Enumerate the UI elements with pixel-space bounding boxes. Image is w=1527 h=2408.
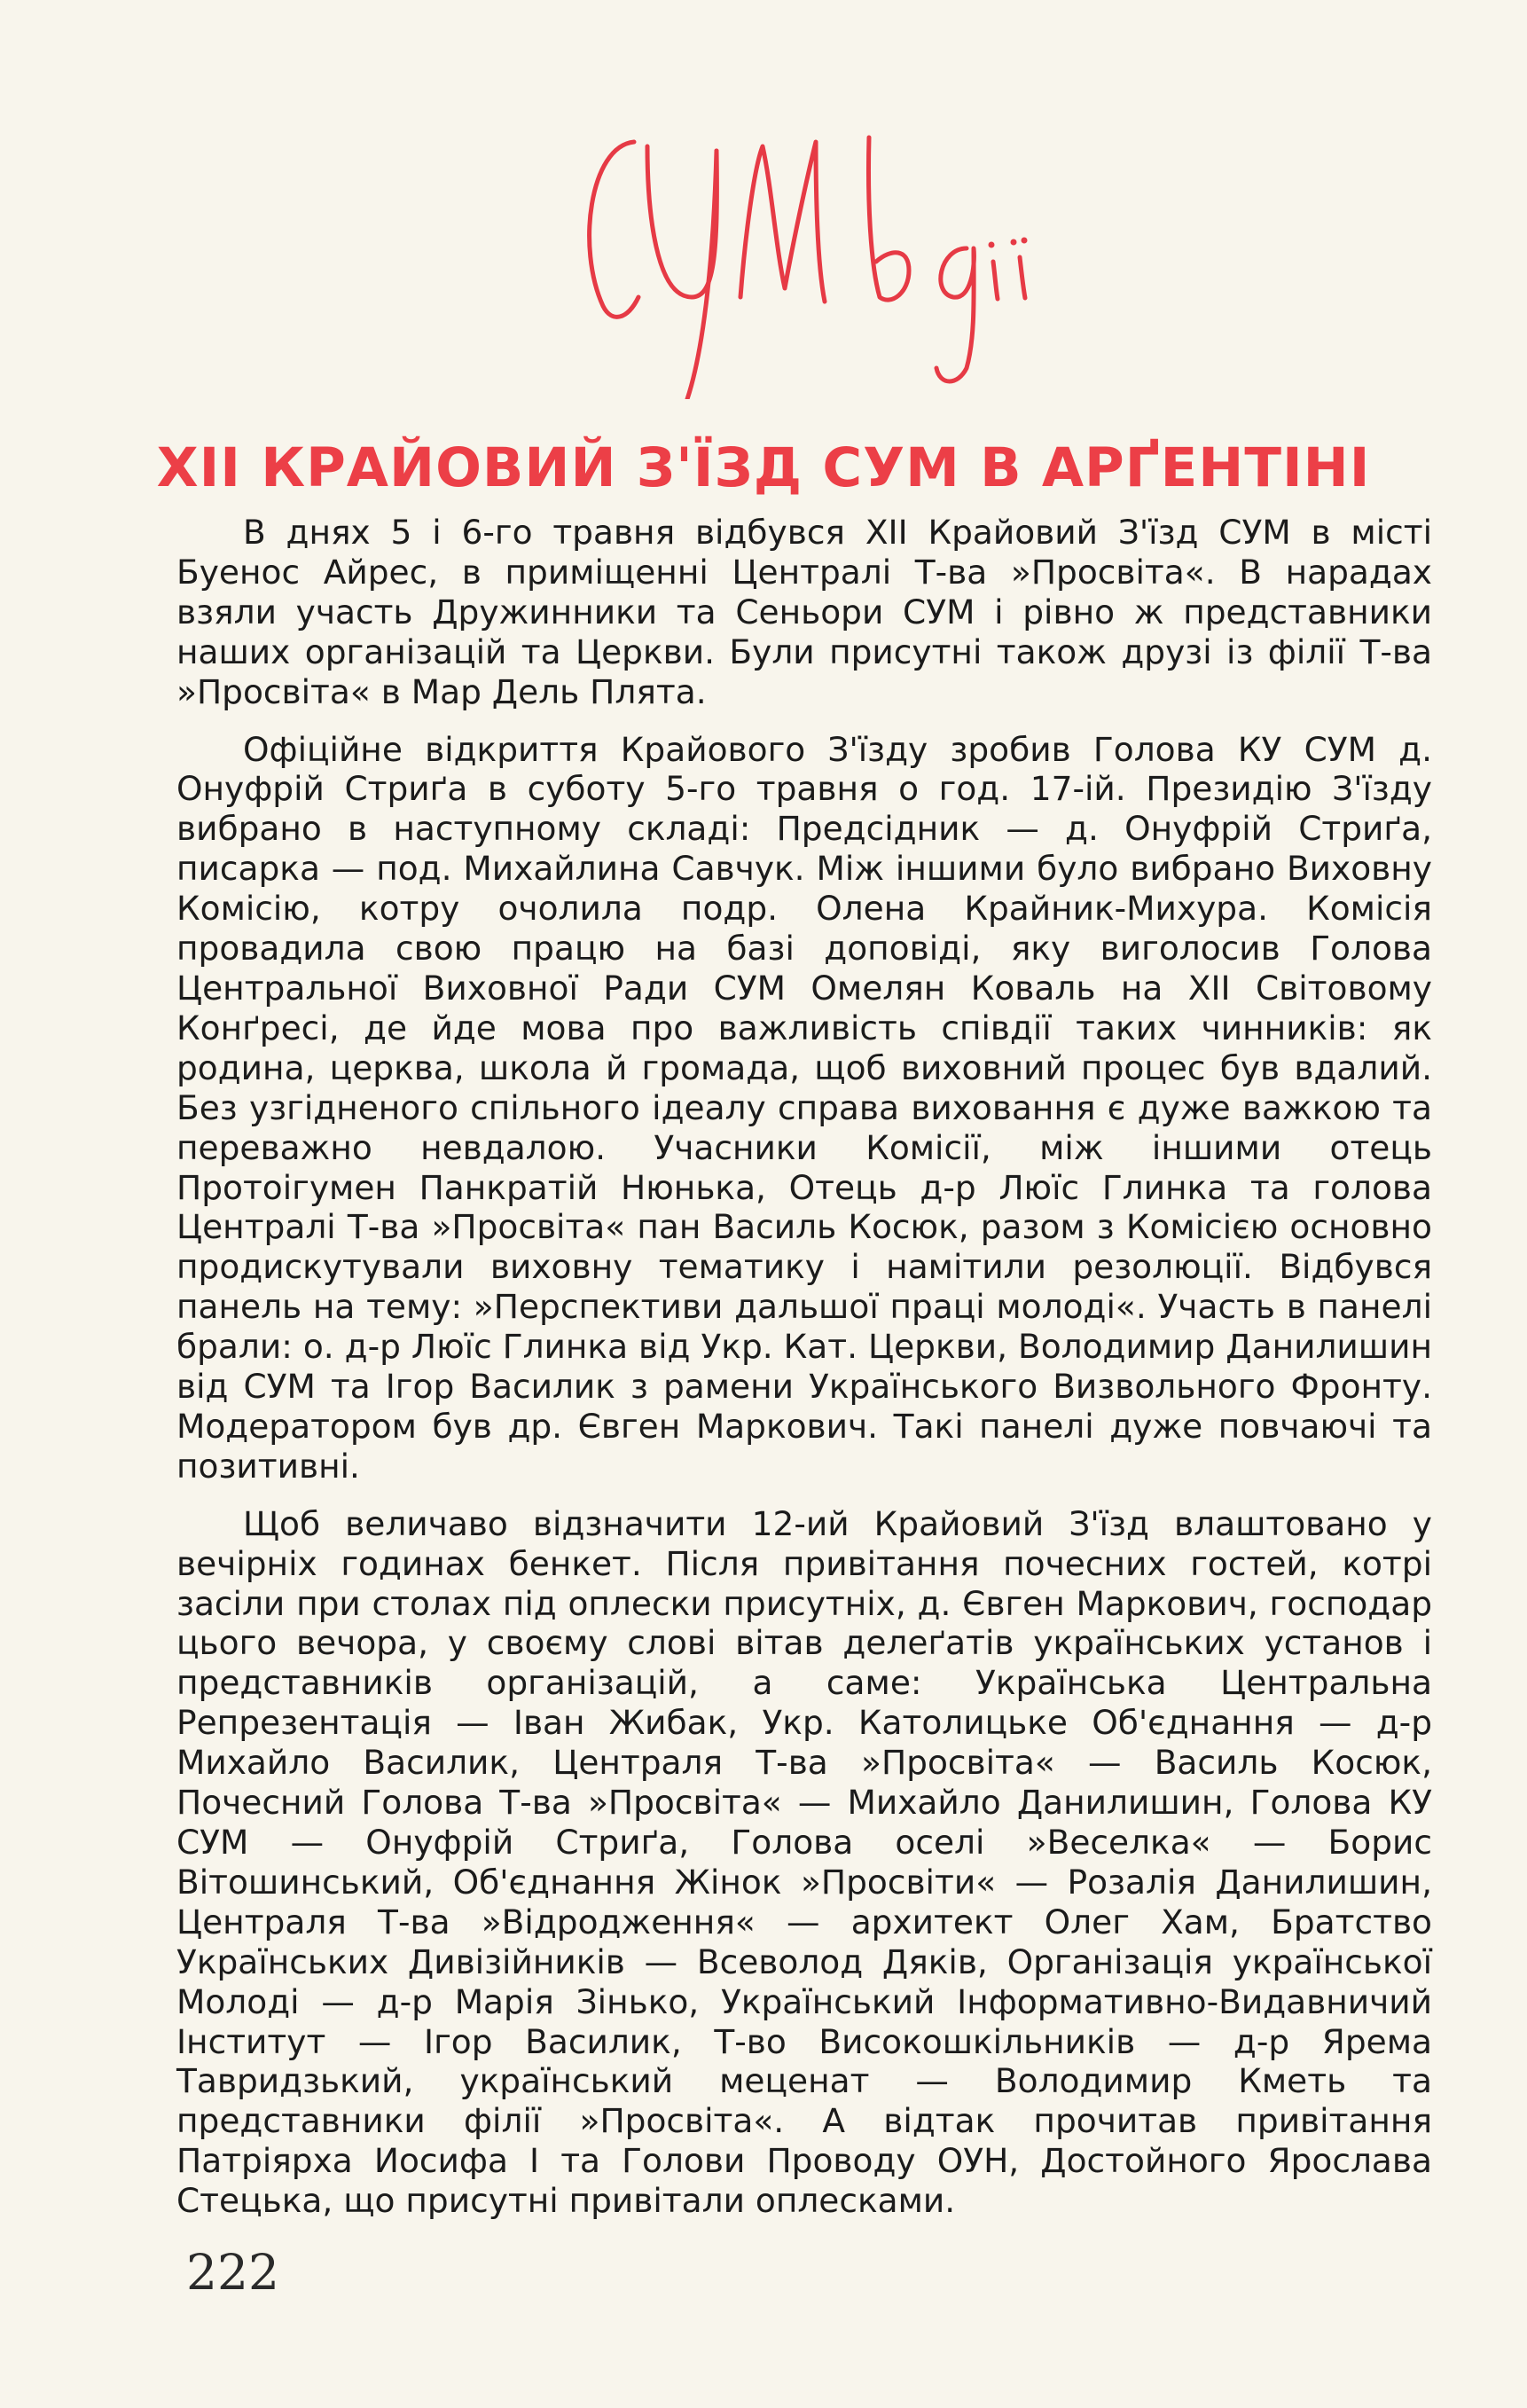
- article-title: XII КРАЙОВИЙ З'ЇЗД СУМ В АРҐЕНТІНІ: [156, 436, 1371, 499]
- sum-logo-handwriting: [550, 115, 1046, 399]
- paragraph-1: В днях 5 і 6-го травня відбувся XII Крайовий З'їзд СУМ в місті Буенос Айрес, в приміщенні Централі Т-ва »Просвіта«. В нарадах взяли участь Дружинники та Сеньори СУМ і рівно ж представники наших організацій та Церкви. Були присутні також друзі із філії Т-ва »Просвіта« в Мар Дель Плята.: [176, 513, 1432, 711]
- article-body: [176, 513, 1432, 2239]
- sum-logo: [550, 115, 1046, 399]
- page-number: 222: [186, 2244, 279, 2301]
- paragraph-3: Щоб величаво відзначити 12-ий Крайовий З'їзд влаштовано у вечірніх годинах бенкет. Після привітання почесних гостей, котрі засіли при столах під оплески присутніх, д. Євген Маркович, господар цього вечора, у своєму слові вітав делеґатів українських установ і представників організацій, а саме: Українська Центральна Репрезентація — Іван Жибак, Укр. Католицьке Об'єднання — д-р Михайло Василик, Централя Т-ва »Просвіта« — Василь Косюк, Почесний Голова Т-ва »Просвіта« — Михайло Данилишин, Голова КУ СУМ — Онуфрій Стриґа, Голова оселі »Веселка« — Борис Вітошинський, Об'єднання Жінок »Просвіти« — Розалія Данилишин, Централя Т-ва »Відродження« — архитект Олег Хам, Братство Українських Дивізійників — Всеволод Дяків, Організація української Молоді — д-р Марія Зінько, Український Інформативно-Видавничий Інститут — Ігор Василик, Т-во Високошкільників — д-р Ярема Тавридзький, український меценат — Володимир Кметь та представники філії »Просвіта«. А відтак прочитав привітання Патріярха Иосифа І та Голови Проводу ОУН, Достойного Ярослава Стецька, що присутні привітали оплесками.: [176, 1503, 1432, 2221]
- paragraph-2: Офіційне відкриття Крайового З'їзду зробив Голова КУ СУМ д. Онуфрій Стриґа в суботу 5-го травня о год. 17-ій. Президію З'їзду вибрано в наступному складі: Предсідник — д. Онуфрій Стриґа, писарка — под. Михайлина Савчук. Між іншими було вибрано Виховну Комісію, котру очолила подр. Олена Крайник-Михура. Комісія провадила свою працю на базі доповіді, яку виголосив Голова Центральної Виховної Ради СУМ Омелян Коваль на XII Світовому Конґресі, де йде мова про важливість співдії таких чинників: як родина, церква, школа й громада, щоб виховний процес був вдалий. Без узгідненого спільного ідеалу справа виховання є дуже важкою та переважно невдалою. Учасники Комісії, між іншими отець Протоігумен Панкратій Нюнька, Отець д-р Люїс Глинка та голова Централі Т-ва »Просвіта« пан Василь Косюк, разом з Комісією основно продискутували виховну тематику і намітили резолюції. Відбувся панель на тему: »Перспективи дальшої праці молоді«. Участь в панелі брали: о. д-р Люїс Глинка від Укр. Кат. Церкви, Володимир Данилишин від СУМ та Ігор Василик з рамени Українського Визвольного Фронту. Модератором був др. Євген Маркович. Такі панелі дуже повчаючі та позитивні.: [176, 729, 1432, 1486]
